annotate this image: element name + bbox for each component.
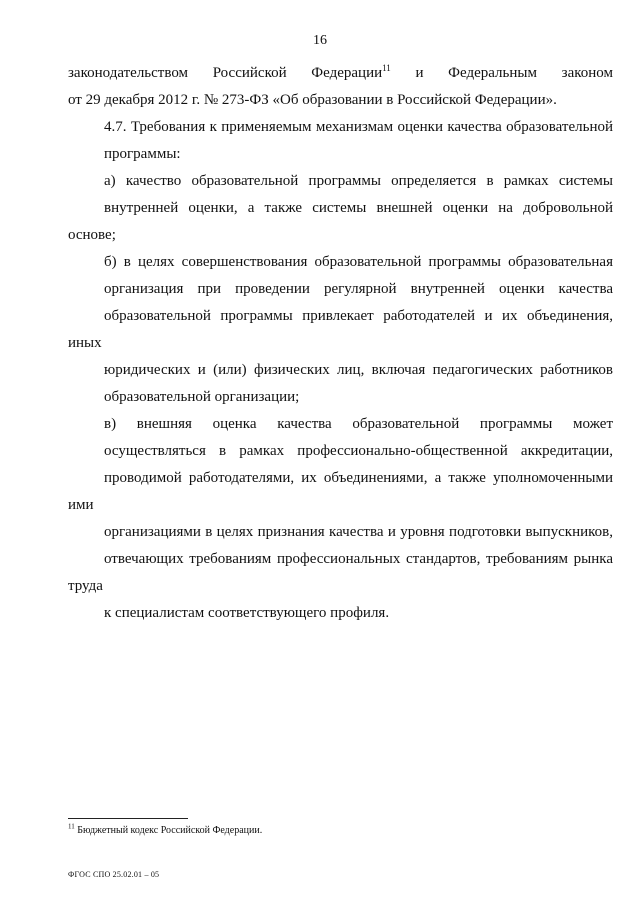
- document-body: [68, 60, 613, 627]
- text-line: б) в целях совершенствования образовательной программы образовательная: [104, 254, 613, 270]
- text-line: внутренней оценки, а также системы внешней оценки на добровольной основе;: [68, 200, 613, 243]
- page-number: 16: [313, 33, 327, 48]
- text-line: юридических и (или) физических лиц, включая педагогических работников: [104, 362, 613, 378]
- paragraph-legislation-continuation: [68, 60, 613, 114]
- text-line: организациями в целях признания качества и уровня подготовки выпускников,: [104, 524, 613, 540]
- text-fragment: и Федеральным законом: [390, 65, 613, 81]
- footnote-reference: 11: [382, 63, 391, 73]
- text-line: от 29 декабря 2012 г. № 273-ФЗ «Об образовании в Российской Федерации».: [68, 92, 557, 108]
- paragraph-item-v: [68, 411, 613, 627]
- text-line: осуществляться в рамках профессионально-общественной аккредитации,: [104, 443, 613, 459]
- text-fragment: законодательством Российской Федерации: [68, 65, 383, 81]
- text-line: а) качество образовательной программы определяется в рамках системы: [104, 173, 613, 189]
- text-line: программы:: [104, 146, 181, 162]
- text-line: образовательной программы привлекает работодателей и их объединения, иных: [68, 308, 613, 351]
- document-code-footer: ФГОС СПО 25.02.01 – 05: [68, 870, 160, 879]
- text-line: образовательной организации;: [104, 389, 300, 405]
- paragraph-item-a: [68, 168, 613, 249]
- text-line: организация при проведении регулярной внутренней оценки качества: [104, 281, 613, 297]
- footnote: [68, 824, 613, 838]
- paragraph-item-b: [68, 249, 613, 411]
- text-line: проводимой работодателями, их объединениями, а также уполномоченными ими: [68, 470, 613, 513]
- paragraph-section-4-7: [68, 114, 613, 168]
- footnote-mark: 11: [68, 822, 75, 831]
- footnote-text: Бюджетный кодекс Российской Федерации.: [74, 825, 263, 836]
- text-line: в) внешняя оценка качества образовательной программы может: [104, 416, 613, 432]
- text-line: отвечающих требованиям профессиональных стандартов, требованиям рынка труда: [68, 551, 613, 594]
- footnote-divider: [68, 818, 188, 819]
- text-line: [68, 60, 613, 87]
- text-line: к специалистам соответствующего профиля.: [104, 605, 390, 621]
- text-line: 4.7. Требования к применяемым механизмам оценки качества образовательной: [104, 119, 613, 135]
